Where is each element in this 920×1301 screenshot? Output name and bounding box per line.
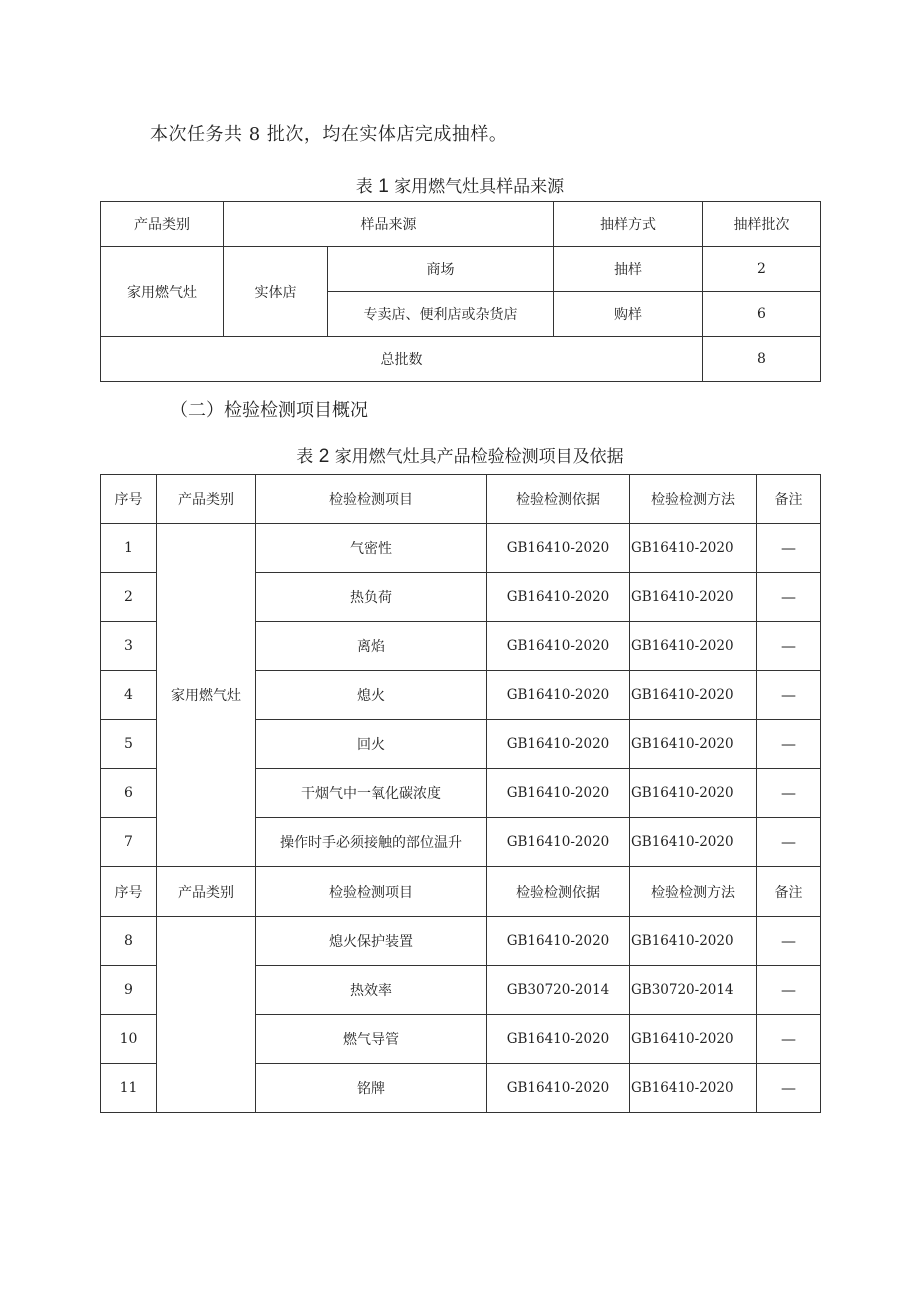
- row-number: 7: [101, 818, 157, 867]
- basis-cell: GB16410-2020: [487, 818, 630, 867]
- row-number: 5: [101, 720, 157, 769]
- note-cell: —: [757, 966, 821, 1015]
- table2-caption-number: 2: [318, 446, 330, 467]
- table2-header-cell: 检验检测项目: [256, 475, 487, 524]
- method-cell: GB16410-2020: [630, 818, 757, 867]
- row-number: 4: [101, 671, 157, 720]
- method-cell: GB16410-2020: [630, 769, 757, 818]
- method-cell: GB16410-2020: [630, 720, 757, 769]
- method-cell: GB16410-2020: [630, 622, 757, 671]
- method-cell: GB16410-2020: [630, 917, 757, 966]
- item-cell: 操作时手必须接触的部位温升: [256, 818, 487, 867]
- table2-header-cell: 检验检测方法: [630, 867, 757, 917]
- note-cell: —: [757, 671, 821, 720]
- row-number: 8: [101, 917, 157, 966]
- table2-header-cell: 产品类别: [157, 475, 256, 524]
- table2-header-cell: 检验检测项目: [256, 867, 487, 917]
- row-number: 11: [101, 1064, 157, 1113]
- table2-header-cell: 产品类别: [157, 867, 256, 917]
- table1-header-row: [101, 202, 821, 247]
- row-number: 1: [101, 524, 157, 573]
- table2-caption-text: 家用燃气灶具产品检验检测项目及依据: [334, 447, 624, 467]
- table1-total-row: [101, 337, 821, 382]
- table2-category-cell: 家用燃气灶: [157, 524, 256, 867]
- table1-method-cell: 抽样: [554, 247, 703, 292]
- basis-cell: GB16410-2020: [487, 622, 630, 671]
- table-row: [101, 524, 821, 573]
- table2-header-cell: 检验检测依据: [487, 475, 630, 524]
- method-cell: GB16410-2020: [630, 1064, 757, 1113]
- table2-caption-prefix: 表: [296, 447, 314, 467]
- basis-cell: GB16410-2020: [487, 769, 630, 818]
- table2-repeat-header-row: [101, 867, 821, 917]
- item-cell: 干烟气中一氧化碳浓度: [256, 769, 487, 818]
- row-number: 10: [101, 1015, 157, 1064]
- note-cell: —: [757, 1015, 821, 1064]
- basis-cell: GB30720-2014: [487, 966, 630, 1015]
- table1-count-cell: 6: [703, 292, 821, 337]
- table1-category-cell: 家用燃气灶: [101, 247, 224, 337]
- basis-cell: GB16410-2020: [487, 917, 630, 966]
- method-cell: GB16410-2020: [630, 1015, 757, 1064]
- note-cell: —: [757, 818, 821, 867]
- basis-cell: GB16410-2020: [487, 1015, 630, 1064]
- item-cell: 离焰: [256, 622, 487, 671]
- row-number: 3: [101, 622, 157, 671]
- item-cell: 热负荷: [256, 573, 487, 622]
- table1-header-cell: 样品来源: [224, 202, 554, 247]
- table-row: [101, 247, 821, 292]
- intro-paragraph: 本次任务共 8 批次，均在实体店完成抽样。: [150, 124, 508, 145]
- note-cell: —: [757, 917, 821, 966]
- table1-source-type-cell: 实体店: [224, 247, 328, 337]
- table2-header-cell: 备注: [757, 475, 821, 524]
- basis-cell: GB16410-2020: [487, 573, 630, 622]
- table2-header-row: [101, 475, 821, 524]
- row-number: 2: [101, 573, 157, 622]
- inspection-items-table: [100, 474, 821, 1113]
- item-cell: 熄火保护装置: [256, 917, 487, 966]
- note-cell: —: [757, 573, 821, 622]
- table2-header-cell: 检验检测依据: [487, 867, 630, 917]
- table1-total-value: 8: [703, 337, 821, 382]
- section-title: （二）检验检测项目概况: [170, 400, 368, 421]
- row-number: 6: [101, 769, 157, 818]
- note-cell: —: [757, 1064, 821, 1113]
- table1-count-cell: 2: [703, 247, 821, 292]
- basis-cell: GB16410-2020: [487, 671, 630, 720]
- table1-place-cell: 专卖店、便利店或杂货店: [328, 292, 554, 337]
- method-cell: GB16410-2020: [630, 524, 757, 573]
- table2-header-cell: 序号: [101, 475, 157, 524]
- table-row: [101, 917, 821, 966]
- note-cell: —: [757, 524, 821, 573]
- item-cell: 回火: [256, 720, 487, 769]
- basis-cell: GB16410-2020: [487, 1064, 630, 1113]
- item-cell: 燃气导管: [256, 1015, 487, 1064]
- table1-total-label: 总批数: [101, 337, 703, 382]
- item-cell: 熄火: [256, 671, 487, 720]
- table1-method-cell: 购样: [554, 292, 703, 337]
- basis-cell: GB16410-2020: [487, 720, 630, 769]
- item-cell: 铭牌: [256, 1064, 487, 1113]
- table2-header-cell: 序号: [101, 867, 157, 917]
- method-cell: GB16410-2020: [630, 671, 757, 720]
- table1-caption: [0, 172, 920, 198]
- table1-header-cell: 抽样批次: [703, 202, 821, 247]
- table2-category-cell-continued: [157, 917, 256, 1113]
- table2-caption: [0, 442, 920, 468]
- sample-source-table: [100, 201, 821, 382]
- item-cell: 气密性: [256, 524, 487, 573]
- row-number: 9: [101, 966, 157, 1015]
- table1-place-cell: 商场: [328, 247, 554, 292]
- note-cell: —: [757, 769, 821, 818]
- table1-caption-prefix: 表: [355, 177, 373, 197]
- table2-header-cell: 备注: [757, 867, 821, 917]
- table1-header-cell: 抽样方式: [554, 202, 703, 247]
- table1-caption-text: 家用燃气灶具样品来源: [394, 177, 565, 197]
- table2-header-cell: 检验检测方法: [630, 475, 757, 524]
- method-cell: GB16410-2020: [630, 573, 757, 622]
- basis-cell: GB16410-2020: [487, 524, 630, 573]
- table1-header-cell: 产品类别: [101, 202, 224, 247]
- note-cell: —: [757, 720, 821, 769]
- method-cell: GB30720-2014: [630, 966, 757, 1015]
- note-cell: —: [757, 622, 821, 671]
- item-cell: 热效率: [256, 966, 487, 1015]
- table1-caption-number: 1: [378, 176, 389, 197]
